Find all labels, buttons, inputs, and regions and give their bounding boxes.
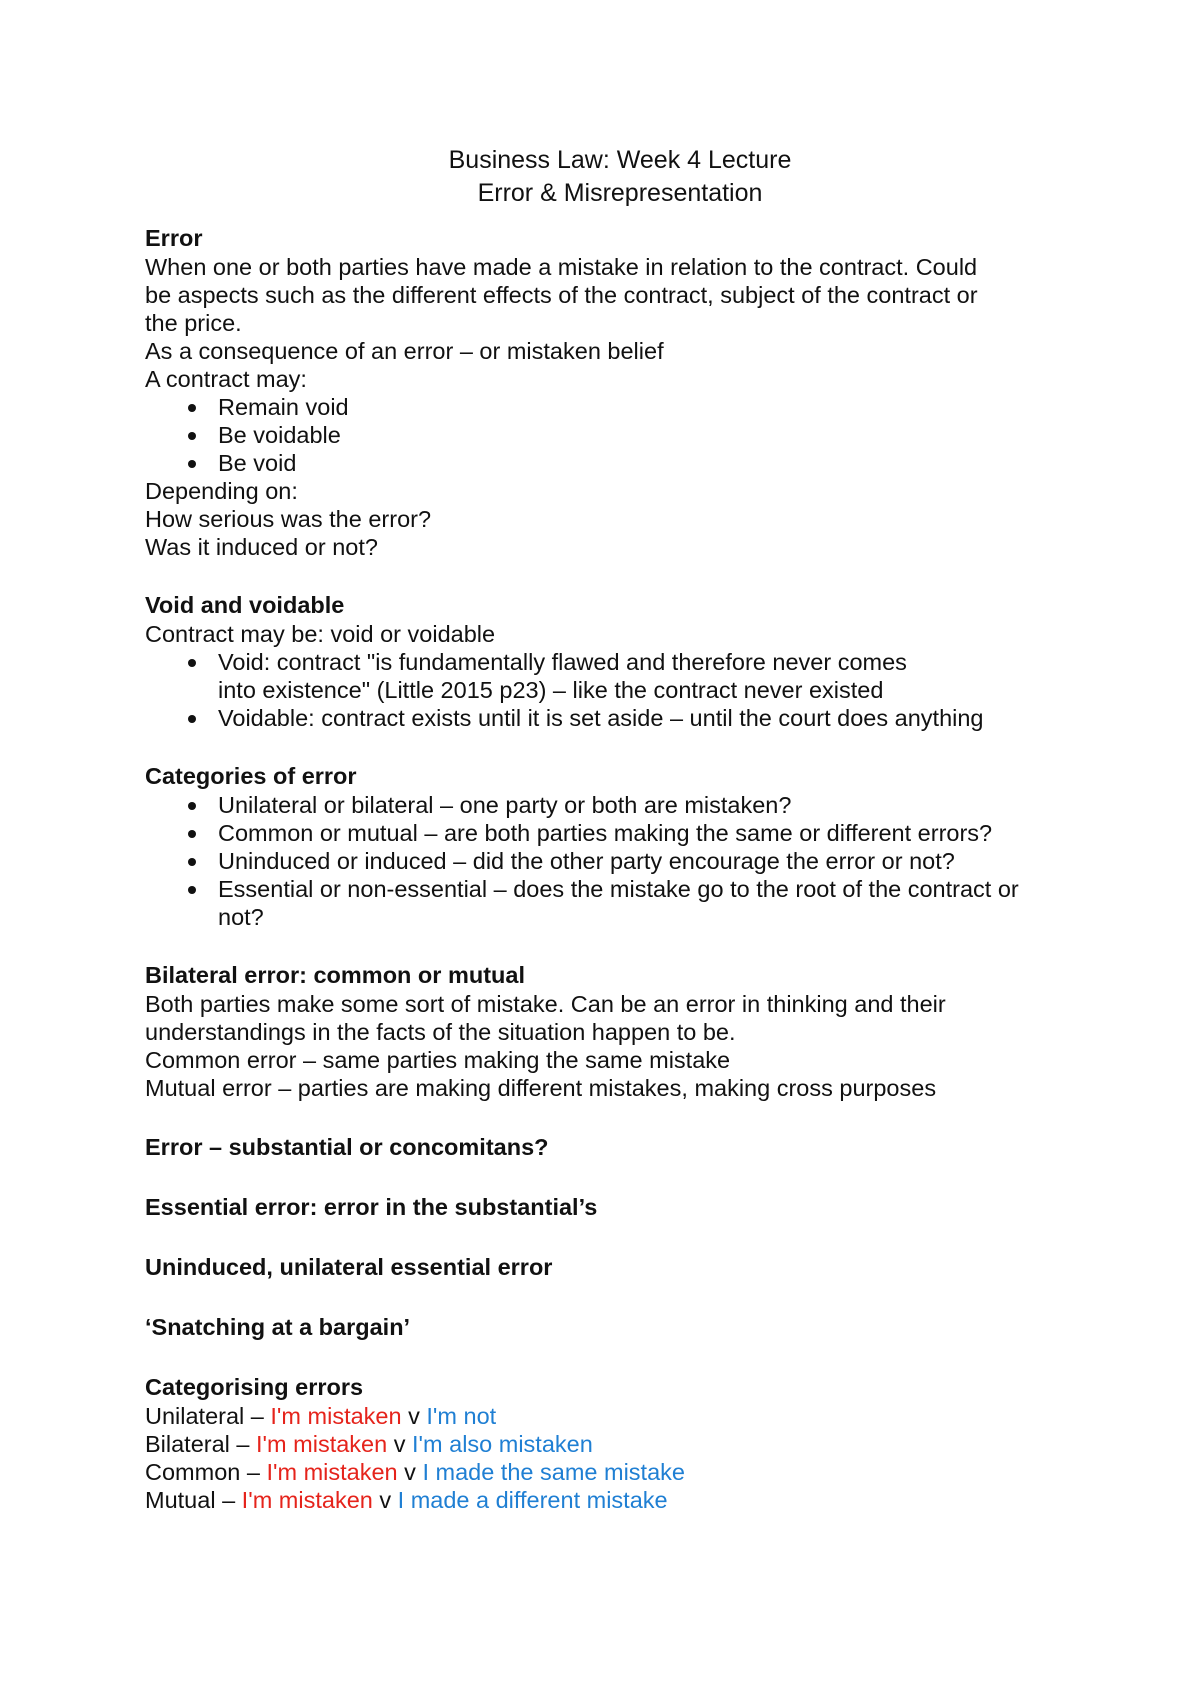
bilateral-line: Mutual error – parties are making different mistakes, making cross purposes (145, 1075, 937, 1101)
row-label: Bilateral – (145, 1431, 257, 1457)
bullet-icon (188, 830, 196, 838)
bullet-item (145, 704, 1065, 732)
bilateral-line: Common error – same parties making the same mistake (145, 1047, 731, 1073)
row-versus: v (372, 1487, 398, 1513)
void-line: Contract may be: void or voidable (145, 621, 496, 647)
section-categorising (145, 1373, 1065, 1514)
heading-substantial: Error – substantial or concomitans? (145, 1134, 549, 1160)
row-counterpart-text: I'm also mistaken (412, 1431, 593, 1457)
heading-categories: Categories of error (145, 763, 357, 789)
error-line: Was it induced or not? (145, 534, 378, 560)
document-content (145, 144, 1065, 1514)
bullet-icon (188, 858, 196, 866)
bullet-text: Void: contract "is fundamentally flawed and therefore never comes into existence" (Little 2015 p23) – like the contract never existed (218, 649, 907, 703)
bullet-text: Unilateral or bilateral – one party or both are mistaken? (218, 792, 792, 818)
row-mistaken-text: I'm mistaken (256, 1431, 388, 1457)
bullet-item (145, 421, 1065, 449)
row-versus: v (401, 1403, 427, 1429)
bullet-item (145, 875, 1068, 931)
categorising-row (145, 1458, 1065, 1486)
row-label: Mutual – (145, 1487, 242, 1513)
row-mistaken-text: I'm mistaken (270, 1403, 402, 1429)
bullet-icon (188, 659, 196, 667)
row-versus: v (387, 1431, 412, 1457)
bullet-item (145, 449, 1065, 477)
void-bullet-list (145, 648, 1065, 732)
bullet-text: Uninduced or induced – did the other party encourage the error or not? (218, 848, 955, 874)
section-void (145, 591, 1065, 732)
heading-snatching: ‘Snatching at a bargain’ (145, 1314, 411, 1340)
row-counterpart-text: I'm not (426, 1403, 497, 1429)
section-bilateral (145, 961, 1065, 1102)
categorising-row (145, 1402, 1065, 1430)
row-mistaken-text: I'm mistaken (266, 1459, 398, 1485)
section-error (145, 224, 1065, 561)
heading-void: Void and voidable (145, 592, 345, 618)
categorising-row (145, 1486, 1065, 1514)
error-line: Depending on: (145, 478, 298, 504)
heading-essential: Essential error: error in the substantial’s (145, 1194, 598, 1220)
row-mistaken-text: I'm mistaken (241, 1487, 373, 1513)
bullet-icon (188, 715, 196, 723)
bullet-text: Voidable: contract exists until it is set aside – until the court does anything (218, 705, 984, 731)
bullet-text: Be void (218, 450, 297, 476)
error-paragraph: When one or both parties have made a mistake in relation to the contract. Could be aspects such as the different effects of the contract, subject of the contract or the price. (145, 254, 978, 336)
row-versus: v (397, 1459, 423, 1485)
bullet-icon (188, 404, 196, 412)
categorising-row (145, 1430, 1065, 1458)
document-subtitle: Error & Misrepresentation (477, 179, 763, 207)
row-label: Unilateral – (145, 1403, 271, 1429)
row-counterpart-text: I made the same mistake (422, 1459, 685, 1485)
bullet-text: Essential or non-essential – does the mistake go to the root of the contract or not? (218, 876, 1019, 930)
bullet-item (145, 648, 948, 704)
bullet-item (145, 791, 1065, 819)
row-counterpart-text: I made a different mistake (397, 1487, 668, 1513)
bullet-text: Remain void (218, 394, 349, 420)
error-line: How serious was the error? (145, 506, 432, 532)
heading-bilateral: Bilateral error: common or mutual (145, 962, 525, 988)
bilateral-paragraph: Both parties make some sort of mistake. Can be an error in thinking and their understandings in the facts of the situation happen to be. (145, 991, 946, 1045)
bullet-icon (188, 802, 196, 810)
error-line: A contract may: (145, 366, 307, 392)
title-block (145, 144, 1065, 210)
section-categories (145, 762, 1065, 931)
error-bullet-list (145, 393, 1065, 477)
bullet-icon (188, 460, 196, 468)
categories-bullet-list (145, 791, 1065, 931)
bullet-icon (188, 886, 196, 894)
heading-uninduced: Uninduced, unilateral essential error (145, 1254, 553, 1280)
bullet-item (145, 393, 1065, 421)
error-line: As a consequence of an error – or mistaken belief (145, 338, 664, 364)
document-title: Business Law: Week 4 Lecture (448, 146, 792, 174)
bullet-item (145, 819, 1065, 847)
heading-categorising: Categorising errors (145, 1374, 364, 1400)
bullet-item (145, 847, 1065, 875)
bullet-text: Common or mutual – are both parties making the same or different errors? (218, 820, 993, 846)
bullet-icon (188, 432, 196, 440)
row-label: Common – (145, 1459, 267, 1485)
heading-error: Error (145, 225, 203, 251)
bullet-text: Be voidable (218, 422, 341, 448)
